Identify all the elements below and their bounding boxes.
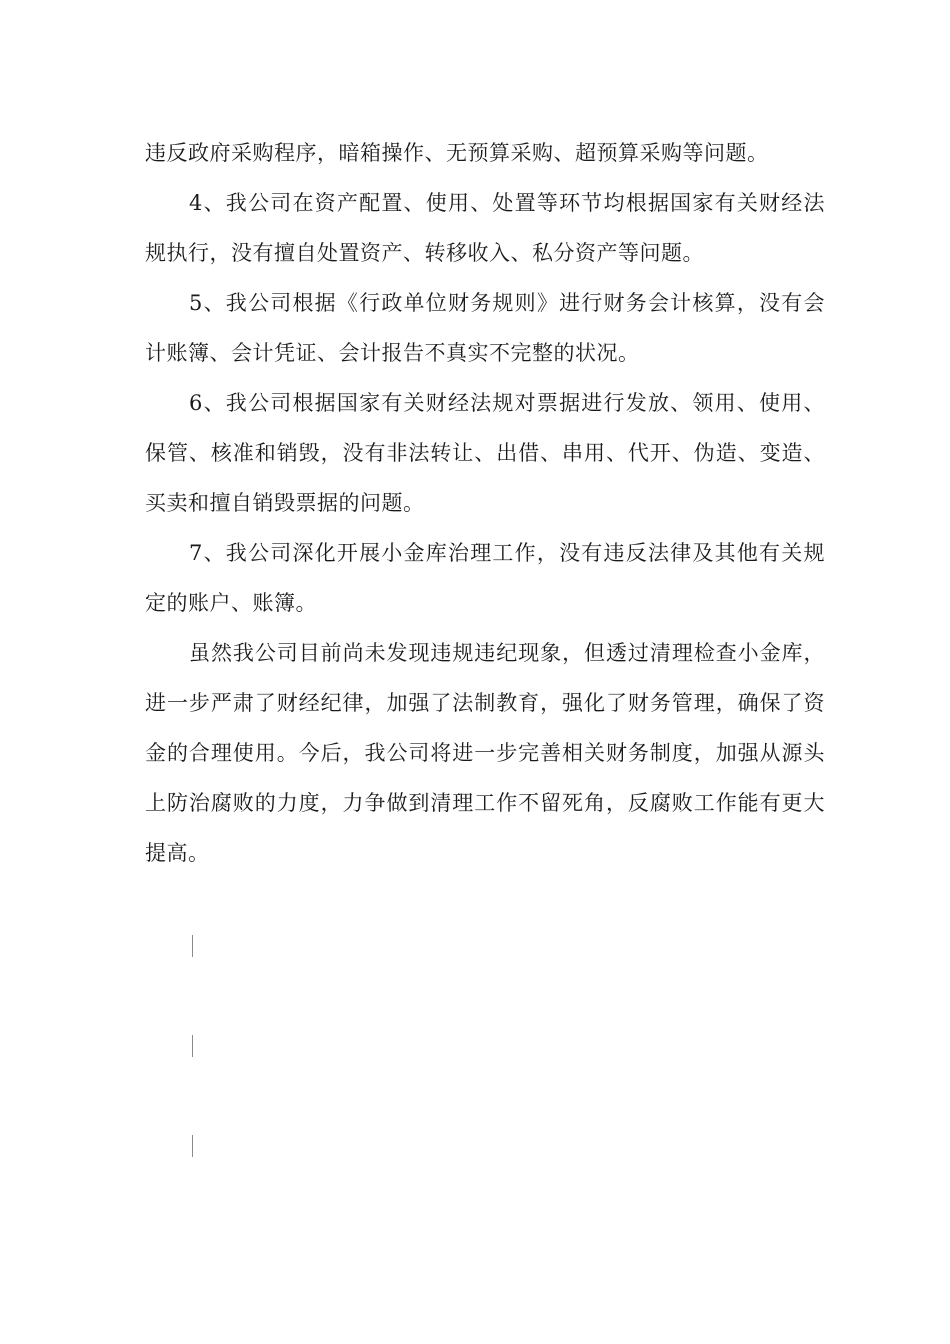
text-cursor-mark [192,1135,193,1157]
document-body [145,128,825,878]
paragraph-procurement-continuation: 违反政府采购程序，暗箱操作、无预算采购、超预算采购等问题。 [145,141,769,165]
paragraph-item-6: 6、我公司根据国家有关财经法规对票据进行发放、领用、使用、保管、核准和销毁，没有非法转让、出借、串用、代开、伪造、变造、买卖和擅自销毁票据的问题。 [145,391,825,515]
paragraph-item-7: 7、我公司深化开展小金库治理工作，没有违反法律及其他有关规定的账户、账簿。 [145,541,825,615]
text-cursor-mark [192,935,193,957]
paragraph-item-5: 5、我公司根据《行政单位财务规则》进行财务会计核算，没有会计账簿、会计凭证、会计报告不真实不完整的状况。 [145,291,825,365]
text-cursor-mark [192,1035,193,1057]
paragraph-conclusion: 虽然我公司目前尚未发现违规违纪现象，但透过清理检查小金库，进一步严肃了财经纪律，加强了法制教育，强化了财务管理，确保了资金的合理使用。今后，我公司将进一步完善相关财务制度，加强从源头上防治腐败的力度，力争做到清理工作不留死角，反腐败工作能有更大提高。 [145,641,825,865]
paragraph-item-4: 4、我公司在资产配置、使用、处置等环节均根据国家有关财经法规执行，没有擅自处置资产、转移收入、私分资产等问题。 [145,191,825,265]
